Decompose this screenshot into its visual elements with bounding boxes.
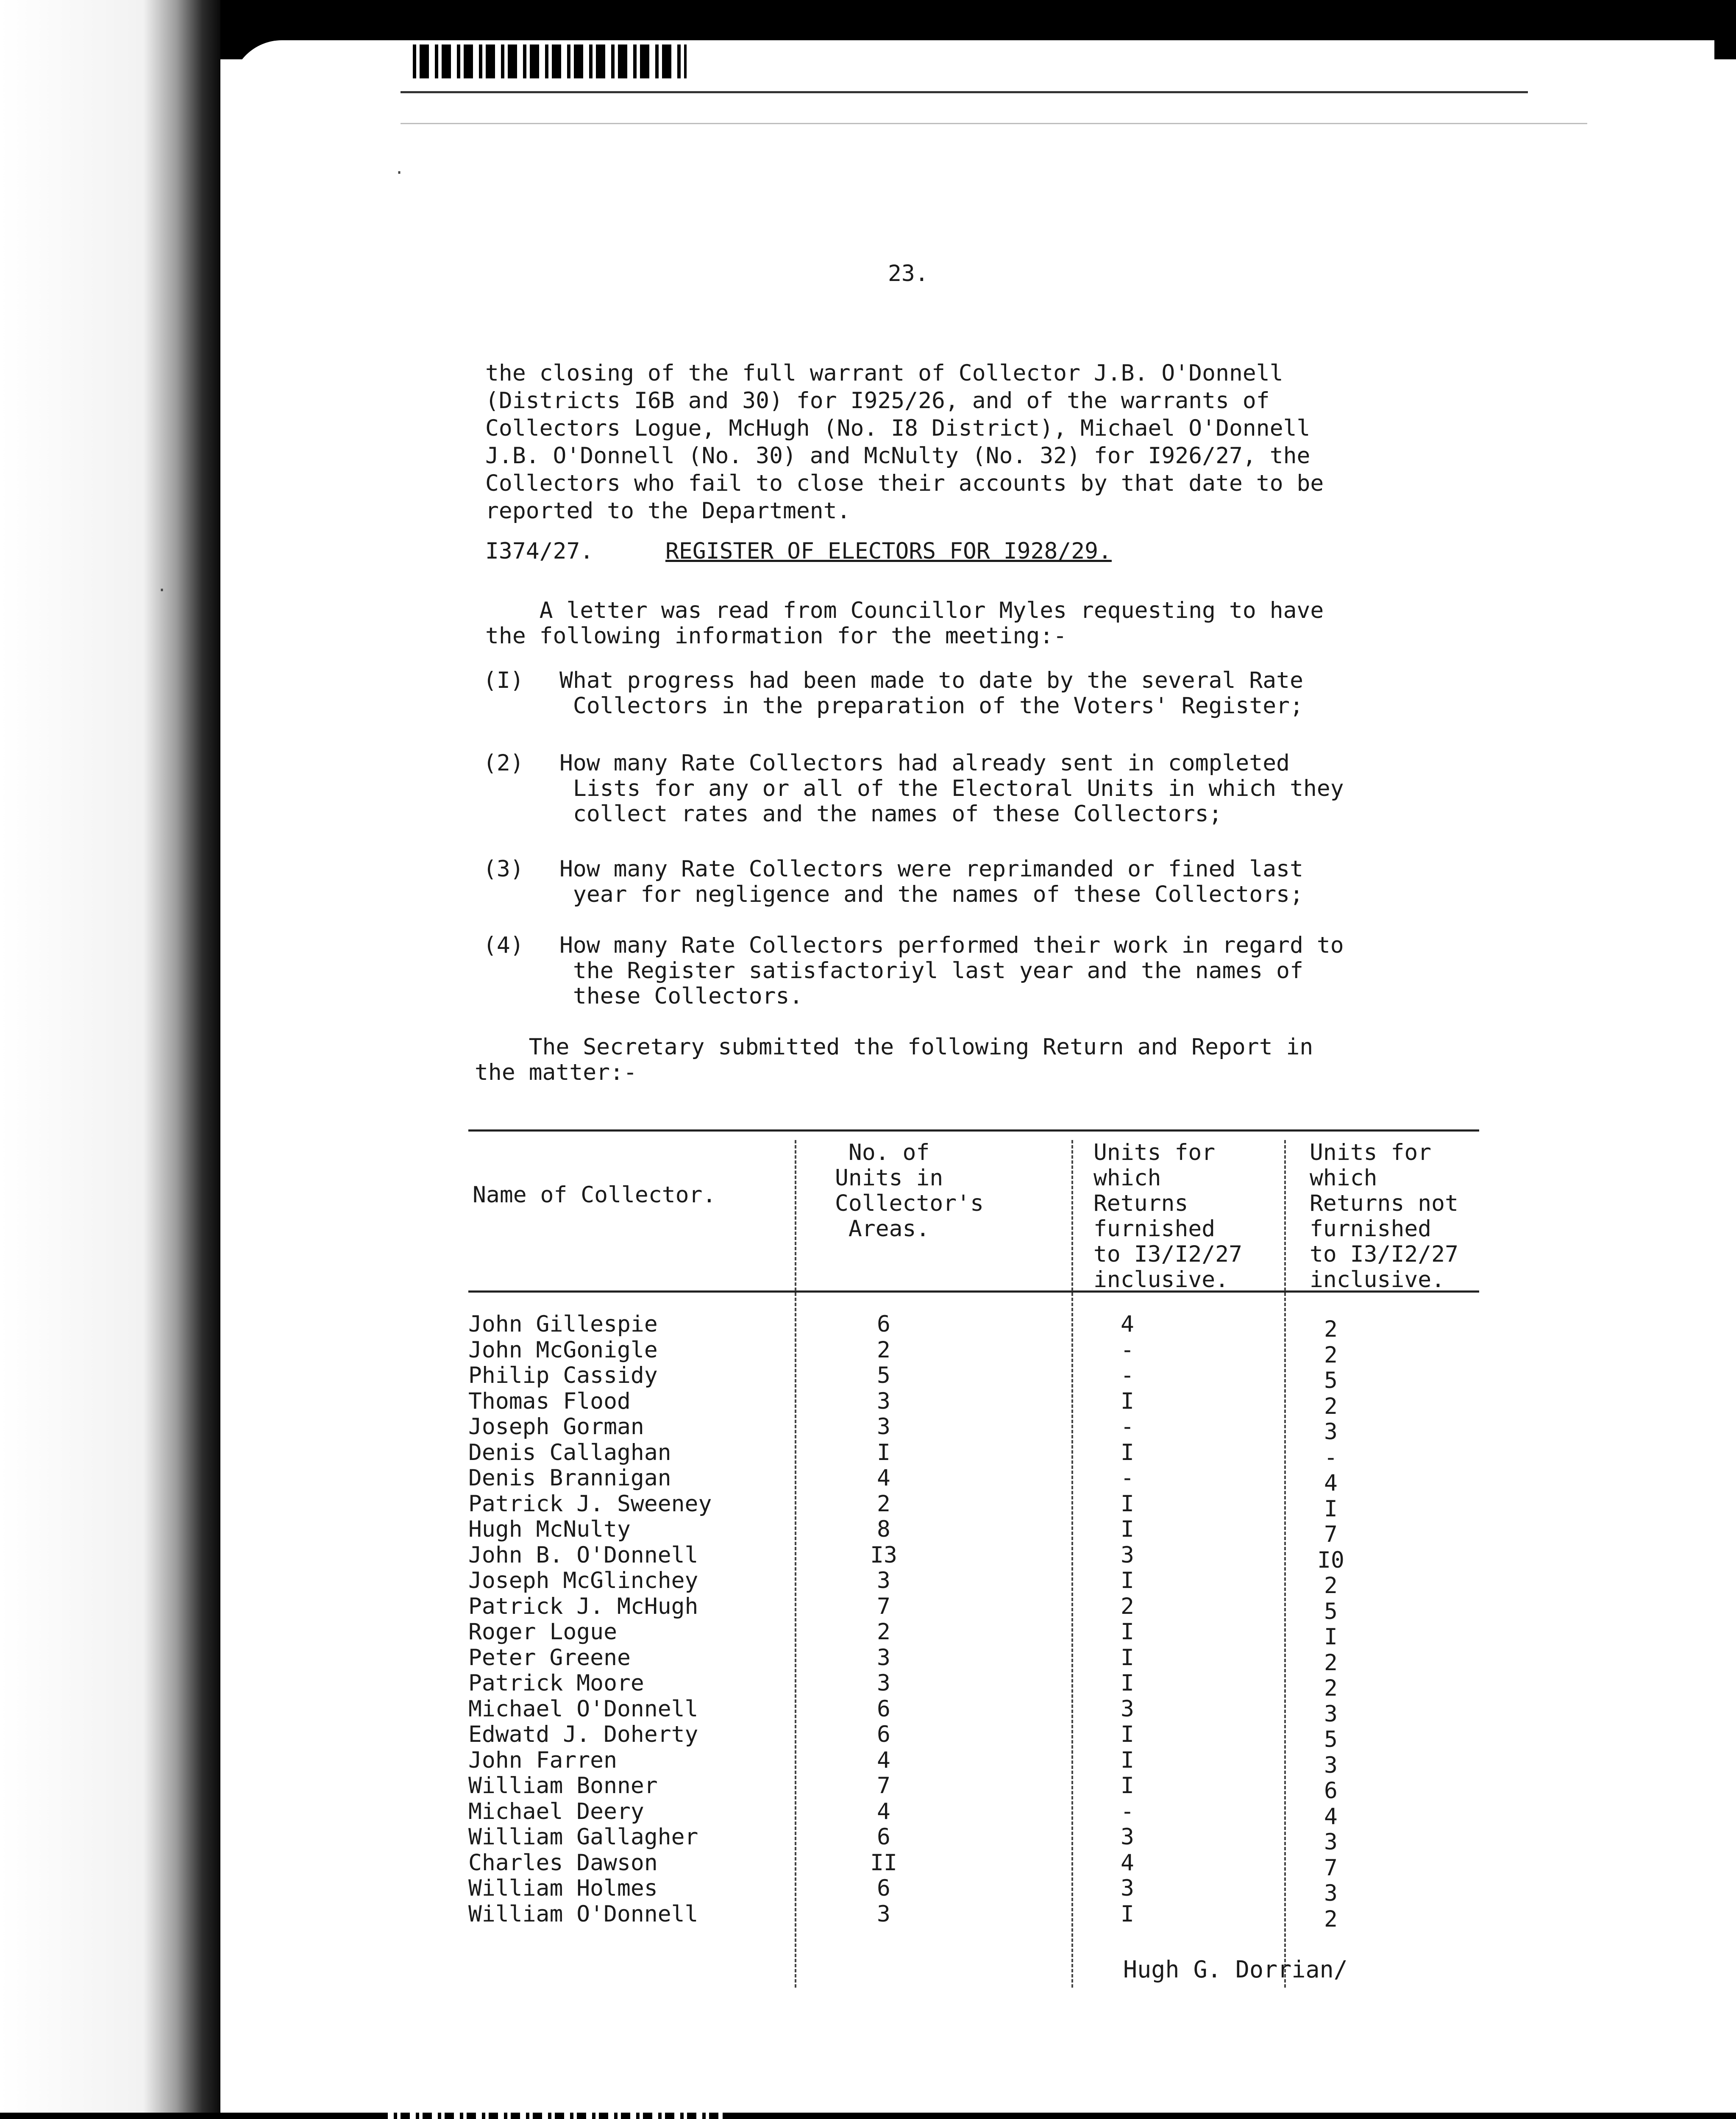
table-top-rule xyxy=(468,1129,1479,1132)
furnished-count: I xyxy=(1121,1619,1134,1645)
units-count: 3 xyxy=(877,1901,890,1927)
collector-name: Philip Cassidy xyxy=(468,1363,658,1388)
not-furnished-count: 2 xyxy=(1324,1649,1338,1676)
scan-left-margin xyxy=(0,0,220,2119)
not-furnished-count: I xyxy=(1324,1624,1338,1650)
page-number: 23. xyxy=(888,261,929,286)
collector-name: Michael O'Donnell xyxy=(468,1696,698,1722)
furnished-count: I xyxy=(1121,1721,1134,1747)
collector-name: Roger Logue xyxy=(468,1619,617,1645)
furnished-count: - xyxy=(1121,1414,1134,1440)
furnished-count: 4 xyxy=(1121,1849,1134,1876)
units-count: 3 xyxy=(877,1670,890,1696)
units-count: 5 xyxy=(877,1363,890,1388)
column-divider xyxy=(1071,1140,1073,1988)
not-furnished-count: 4 xyxy=(1324,1803,1338,1830)
item-marker: (4) xyxy=(483,932,524,958)
units-count: 4 xyxy=(877,1747,890,1773)
text-line: Collectors Logue, McHugh (No. I8 District), Michael O'Donnell xyxy=(485,415,1310,441)
units-count: 2 xyxy=(877,1619,890,1645)
units-count: 7 xyxy=(877,1593,890,1619)
furnished-count: I xyxy=(1121,1747,1134,1773)
text-line: (Districts I6B and 30) for I925/26, and of the warrants of xyxy=(485,388,1270,414)
collector-name: Michael Deery xyxy=(468,1798,644,1824)
furnished-count: 3 xyxy=(1121,1542,1134,1568)
scan-bottom-border xyxy=(0,2113,1736,2119)
collector-name: Denis Brannigan xyxy=(468,1465,671,1491)
top-barcode xyxy=(407,44,687,78)
furnished-count: I xyxy=(1121,1439,1134,1466)
furnished-count: 3 xyxy=(1121,1824,1134,1850)
text-line: the matter:- xyxy=(475,1060,637,1085)
collector-name: John B. O'Donnell xyxy=(468,1542,698,1568)
furnished-count: I xyxy=(1121,1670,1134,1696)
item-line: What progress had been made to date by the several Rate xyxy=(559,667,1303,693)
furnished-count: - xyxy=(1121,1363,1134,1388)
item-line: year for negligence and the names of these Collectors; xyxy=(559,882,1303,907)
collector-name: Joseph Gorman xyxy=(468,1414,644,1440)
header-not-furnished: Units for which Returns not furnished to I3/I2/27 inclusive. xyxy=(1310,1140,1458,1293)
column-divider xyxy=(795,1140,796,1988)
collector-name: Thomas Flood xyxy=(468,1388,631,1414)
not-furnished-count: 3 xyxy=(1324,1752,1338,1778)
furnished-count: 3 xyxy=(1121,1875,1134,1901)
units-count: 6 xyxy=(877,1311,890,1337)
units-count: II xyxy=(870,1849,897,1876)
units-count: 3 xyxy=(877,1388,890,1414)
units-count: 6 xyxy=(877,1875,890,1901)
furnished-count: 4 xyxy=(1121,1311,1134,1337)
not-furnished-count: 2 xyxy=(1324,1393,1338,1419)
collector-name: Patrick J. Sweeney xyxy=(468,1491,712,1517)
text-line: A letter was read from Councillor Myles requesting to have xyxy=(485,598,1324,623)
units-count: 6 xyxy=(877,1696,890,1722)
item-marker: (2) xyxy=(483,750,524,776)
scan-speck: · xyxy=(157,581,167,600)
top-rule xyxy=(401,91,1528,93)
text-line: the following information for the meeting:- xyxy=(485,623,1067,649)
not-furnished-count: 2 xyxy=(1324,1906,1338,1932)
units-count: 3 xyxy=(877,1414,890,1440)
not-furnished-count: 7 xyxy=(1324,1855,1338,1881)
text-line: Collectors who fail to close their accounts by that date to be xyxy=(485,470,1324,496)
header-furnished: Units for which Returns furnished to I3/I2/27 inclusive. xyxy=(1093,1140,1242,1293)
not-furnished-count: 3 xyxy=(1324,1829,1338,1855)
item-line: the Register satisfactoriyl last year and the names of xyxy=(559,958,1303,984)
not-furnished-count: - xyxy=(1324,1444,1338,1471)
bottom-barcode xyxy=(388,2113,723,2119)
item-line: collect rates and the names of these Collectors; xyxy=(559,801,1222,827)
furnished-count: I xyxy=(1121,1568,1134,1593)
collector-name: Denis Callaghan xyxy=(468,1439,671,1466)
item-line: Lists for any or all of the Electoral Units in which they xyxy=(559,776,1344,801)
header-units: No. of Units in Collector's Areas. xyxy=(835,1140,984,1242)
item-marker: (3) xyxy=(483,856,524,882)
collector-name: Joseph McGlinchey xyxy=(468,1568,698,1593)
not-furnished-count: 3 xyxy=(1324,1880,1338,1906)
furnished-count: I xyxy=(1121,1901,1134,1927)
furnished-count: I xyxy=(1121,1773,1134,1799)
furnished-count: - xyxy=(1121,1465,1134,1491)
furnished-count: 3 xyxy=(1121,1696,1134,1722)
units-count: 6 xyxy=(877,1824,890,1850)
not-furnished-count: 2 xyxy=(1324,1316,1338,1342)
units-count: 2 xyxy=(877,1337,890,1363)
units-count: I3 xyxy=(870,1542,897,1568)
collector-name: William Holmes xyxy=(468,1875,658,1901)
section-number: I374/27. xyxy=(485,538,594,564)
not-furnished-count: I0 xyxy=(1317,1547,1344,1573)
furnished-count: - xyxy=(1121,1337,1134,1363)
units-count: 8 xyxy=(877,1516,890,1542)
units-count: 2 xyxy=(877,1491,890,1517)
signature: Hugh G. Dorrian/ xyxy=(1123,1956,1348,1983)
item-line: these Collectors. xyxy=(559,983,803,1009)
furnished-count: I xyxy=(1121,1388,1134,1414)
furnished-count: I xyxy=(1121,1644,1134,1671)
item-line: How many Rate Collectors were reprimanded or fined last xyxy=(559,856,1303,882)
units-count: 7 xyxy=(877,1773,890,1799)
not-furnished-count: I xyxy=(1324,1496,1338,1522)
units-count: I xyxy=(877,1439,890,1466)
document-page xyxy=(231,40,1714,2113)
not-furnished-count: 6 xyxy=(1324,1778,1338,1804)
item-line: Collectors in the preparation of the Voters' Register; xyxy=(559,693,1303,719)
collector-name: John Farren xyxy=(468,1747,617,1773)
not-furnished-count: 5 xyxy=(1324,1598,1338,1624)
units-count: 4 xyxy=(877,1465,890,1491)
not-furnished-count: 3 xyxy=(1324,1701,1338,1727)
text-line: J.B. O'Donnell (No. 30) and McNulty (No. 32) for I926/27, the xyxy=(485,443,1310,469)
header-name: Name of Collector. xyxy=(473,1182,716,1208)
furnished-count: 2 xyxy=(1121,1593,1134,1619)
text-line: The Secretary submitted the following Return and Report in xyxy=(475,1034,1313,1060)
furnished-count: - xyxy=(1121,1798,1134,1824)
item-marker: (I) xyxy=(483,667,524,693)
not-furnished-count: 2 xyxy=(1324,1573,1338,1599)
item-line: How many Rate Collectors had already sent in completed xyxy=(559,750,1290,776)
not-furnished-count: 2 xyxy=(1324,1342,1338,1368)
units-count: 3 xyxy=(877,1644,890,1671)
not-furnished-count: 5 xyxy=(1324,1368,1338,1393)
collector-name: William Bonner xyxy=(468,1773,658,1799)
collector-name: Peter Greene xyxy=(468,1644,631,1671)
not-furnished-count: 2 xyxy=(1324,1675,1338,1701)
collector-name: John Gillespie xyxy=(468,1311,658,1337)
not-furnished-count: 4 xyxy=(1324,1470,1338,1496)
furnished-count: I xyxy=(1121,1491,1134,1517)
item-line: How many Rate Collectors performed their work in regard to xyxy=(559,932,1344,958)
top-rule-faint xyxy=(401,123,1587,124)
collector-name: John McGonigle xyxy=(468,1337,658,1363)
collector-name: William Gallagher xyxy=(468,1824,698,1850)
not-furnished-count: 7 xyxy=(1324,1521,1338,1547)
not-furnished-count: 5 xyxy=(1324,1727,1338,1752)
scan-speck: · xyxy=(394,163,405,183)
section-title: REGISTER OF ELECTORS FOR I928/29. xyxy=(665,538,1112,564)
text-line: reported to the Department. xyxy=(485,498,851,524)
units-count: 4 xyxy=(877,1798,890,1824)
furnished-count: I xyxy=(1121,1516,1134,1542)
collector-name: Patrick J. McHugh xyxy=(468,1593,698,1619)
collector-name: Charles Dawson xyxy=(468,1849,658,1876)
collector-name: William O'Donnell xyxy=(468,1901,698,1927)
units-count: 6 xyxy=(877,1721,890,1747)
collector-name: Patrick Moore xyxy=(468,1670,644,1696)
units-count: 3 xyxy=(877,1568,890,1593)
not-furnished-count: 3 xyxy=(1324,1419,1338,1445)
collector-name: Edwatd J. Doherty xyxy=(468,1721,698,1747)
text-line: the closing of the full warrant of Collector J.B. O'Donnell xyxy=(485,360,1283,386)
collector-name: Hugh McNulty xyxy=(468,1516,631,1542)
